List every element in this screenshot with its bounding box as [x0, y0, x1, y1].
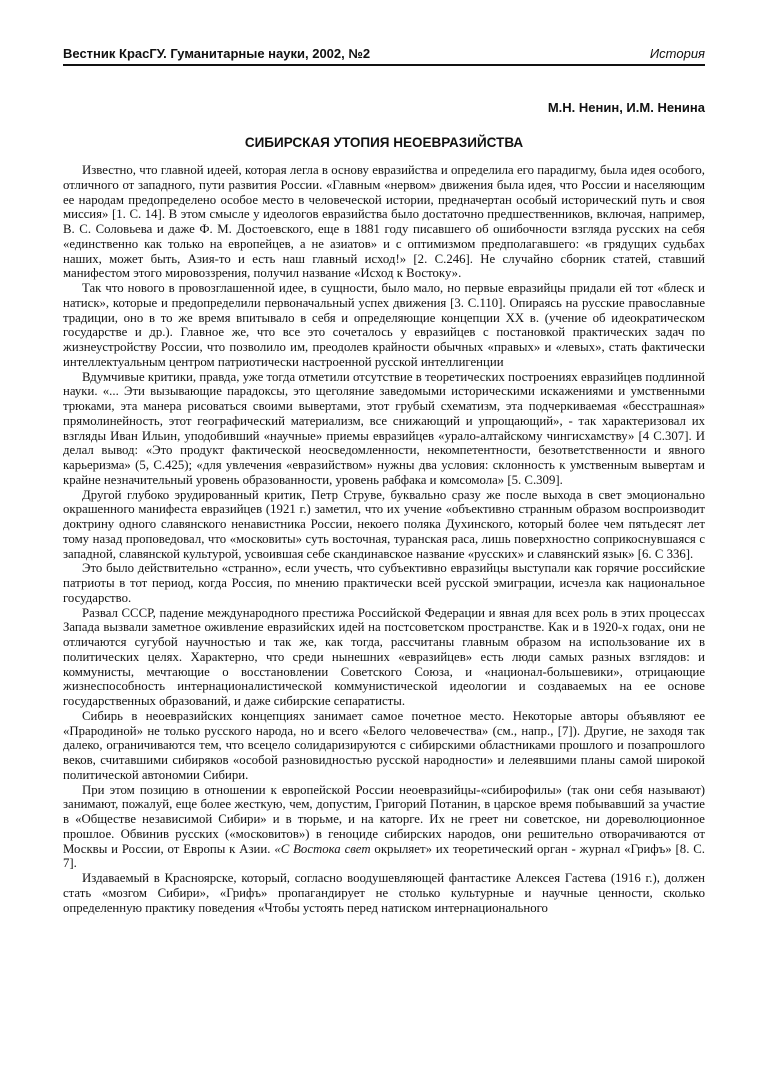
journal-header — [63, 46, 705, 66]
paragraph — [63, 370, 705, 488]
journal-title: Вестник КрасГУ. Гуманитарные науки, 2002, №2 — [63, 46, 371, 61]
text-run: При этом позицию в отношении к европейской России неоевразийцы-«сибирофилы» (так они себя называют) занимают, пожалуй, еще более жесткую, чем, допустим, Григорий Потанин, в царское время побывавший за участие в «Обществе независимой Сибири» и в тюрьме, и на каторге. Их не греет ни советское, ни дореволюционное прошлое. Обвинив русских («московитов») в геноциде сибирских народов, они решительно отворачиваются от Москвы и России, от Европы к Азии. — [63, 782, 705, 856]
paragraph — [63, 488, 705, 562]
paragraph — [63, 783, 705, 872]
text-run: Другой глубоко эрудированный критик, Петр Струве, буквально сразу же после выхода в свет эмоционально окрашенного манифеста евразийцев (1921 г.) заметил, что их учение «объективно странным образом воспроизводит доктрину одного славянского ненавистника России, некоего поляка Духинского, который более чем пятьдесят лет тому назад проповедовал, что «московиты» суть восточная, туранская раса, лишь поверхностно соприкоснувшаяся с западной, славянской культурой, усвоившая себе скандинавское название «русских» и славянский язык» [6. С 336]. — [63, 487, 705, 561]
text-run: окрыляет» их теоретический орган - журнал «Грифъ» [8. С. 7]. — [63, 841, 705, 871]
text-run: Известно, что главной идеей, которая легла в основу евразийства и определила его парадигму, была идея особого, отличного от западного, пути развития России. «Главным «нервом» движения была идея, что России и населяющим ее народам предопределено особое место в человеческой истории, предначертан особый исторический путь и своя миссия» [1. С. 14]. В этом смысле у идеологов евразийства было достаточно предшественников, включая, например, В. С. Соловьева и даже Ф. М. Достоевского, еще в 1881 году писавшего об ошибочности взгляда русских на себя «единственно как только на европейцев, а не азиатов» и с оптимизмом предполагавшего: «в грядущих судьбах наших, может быть, Азия-то и есть наш главный исход!» [2. С.246]. Не случайно сборник статей, ставший манифестом этого мировоззрения, получил название «Исход к Востоку». — [63, 163, 705, 281]
paragraph — [63, 871, 705, 915]
text-run: Развал СССР, падение международного престижа Российской Федерации и явная для всех роль в этих процессах Запада вызвали заметное оживление евразийских идей на постсоветском пространстве. Как и в 1920-х годах, они не отличаются сугубой научностью и так же, как тогда, рассчитаны главным образом на использование их в политических целях. Характерно, что среди нынешних «евразийцев» есть люди самых разных взглядов: и коммунисты, мечтающие о восстановлении Советского Союза, и «национал-большевики», отрицающие жизнеспособность интернационалистической коммунистической идеологии и создаваемых на ее основе государственных образований, и даже сибирские сепаратисты. — [63, 605, 705, 708]
journal-section-label: История — [649, 46, 705, 61]
text-run: Сибирь в неоевразийских концепциях занимает самое почетное место. Некоторые авторы объявляют ее «Прародиной» не только русского народа, но и всего «Белого человечества» (см., напр., [7]). Другие, не заходя так далеко, ограничиваются тем, что всецело солидаризируются с сибирскими областниками прошлого и позапрошлого веков, считавшими сибиряков «особой разновидностью русской народности» и лелеявшими планы самой широкой политической автономии Сибири. — [63, 708, 705, 782]
paragraph — [63, 709, 705, 783]
text-run: Вдумчивые критики, правда, уже тогда отметили отсутствие в теоретических построениях евразийцев подлинной науки. «... Эти вызывающие парадоксы, это щеголяние заведомыми историческими искажениями и умственными трюками, эта манера рисоваться своими вывертами, этот грубый схематизм, эта подчеркиваемая «бесстрашная» прямолинейность, этот географический материализм, все снижающий и упрощающий», - так характеризовал их взгляды Иван Ильин, уподобивший «научные» приемы евразийцев «урало-алтайскому чингисхамству» [4 С.307]. И делал вывод: «Это продукт фактической неосведомленности, некомпетентности, безответственности и явного карьеризма» (5, С.425); «для увлечения «евразийством» нужны два условия: склонность к умственным вывертам и крайне незначительный уровень образованности, уровень рабфака и комсомола» [5. С.309]. — [63, 369, 705, 487]
paragraph — [63, 163, 705, 281]
article-body — [63, 163, 705, 915]
paragraph — [63, 606, 705, 709]
article-title: СИБИРСКАЯ УТОПИЯ НЕОЕВРАЗИЙСТВА — [244, 135, 524, 150]
text-run: Так что нового в провозглашенной идее, в сущности, было мало, но первые евразийцы придали ей тот «блеск и натиск», которые и предопределили первоначальный успех движения [3. С.110]. Опираясь на русские православные традиции, оно в то же время впитывало в себя и определяющие концепции XX в. (учение об идеократическом государстве и др.). Главное же, что все это сочеталось у евразийцев с постановкой практических задач по жизнеустройству России, что позволило им, преодолев крайности обычных «правых» и «левых», стать фактически интеллектуальным центром патриотически настроенной русской интеллигенции — [63, 281, 705, 369]
paragraph — [63, 281, 705, 370]
paragraph — [63, 561, 705, 605]
text-run: Издаваемый в Красноярске, который, согласно воодушевляющей фантастике Алексея Гастева (1916 г.), должен стать «мозгом Сибири», «Грифъ» пропагандирует не столько культурные и научные ценности, сколько определенную практику поведения «Чтобы устоять перед натиском интернационального — [63, 871, 705, 915]
text-run: «С Востока свет — [274, 841, 371, 856]
article-authors: М.Н. Ненин, И.М. Ненина — [547, 100, 705, 115]
text-run: Это было действительно «странно», если учесть, что субъективно евразийцы выступали как горячие российские патриоты в тот период, когда Россия, по мнению практически всей русской эмиграции, исчезла как национальное государство. — [63, 561, 705, 605]
